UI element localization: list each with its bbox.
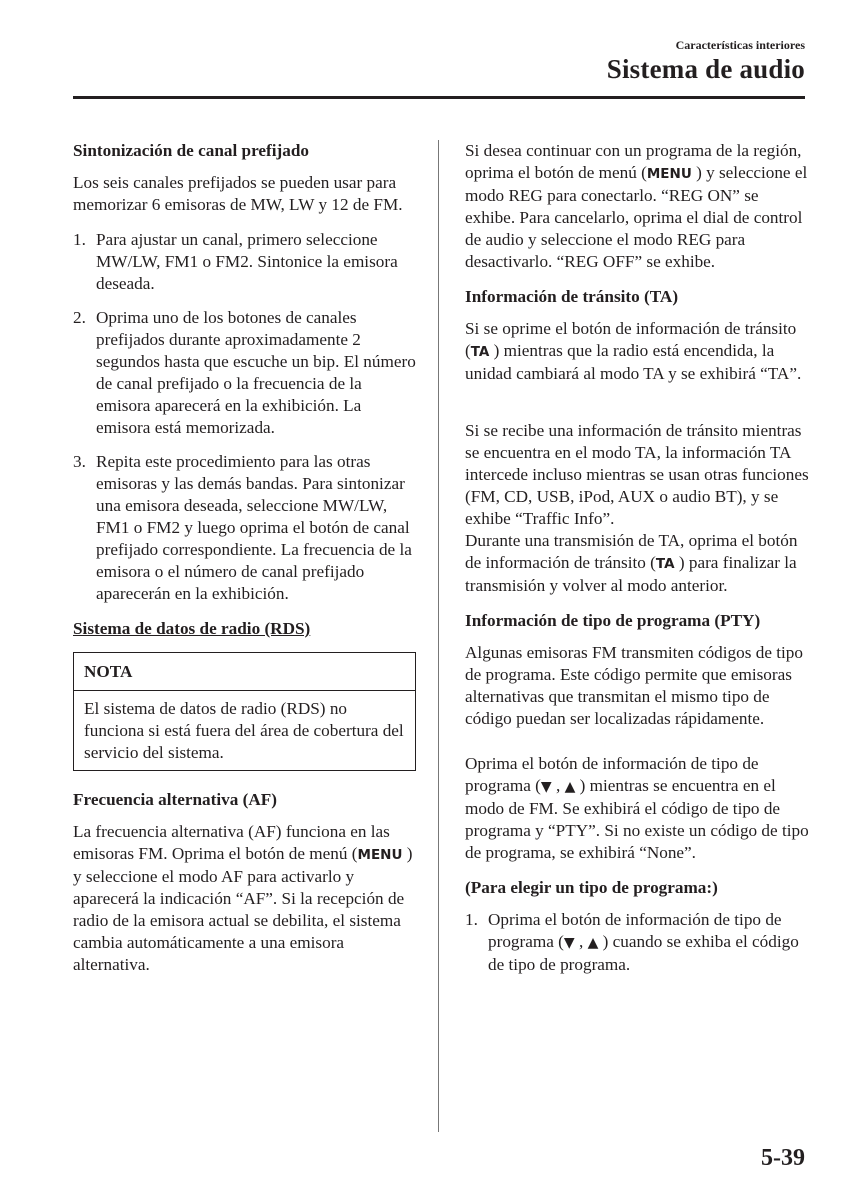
header-rule [73,96,805,99]
step-number: 1. [73,230,86,249]
step-text: Oprima uno de los botones de canales prefijados durante aproximadamente 2 segundos hasta que escuche un bip. El número de canal prefijado o la frecuencia de la emisora aparecerá en la exhibición. La emisora está memorizada. [96,308,416,437]
up-arrow-icon: ▲ [564,779,576,795]
step-number: 3. [73,452,86,471]
step-text [488,909,810,976]
heading-ta: Información de tránsito (TA) [465,287,679,306]
ta3-text-b: ) para finalizar la transmisión y volver al modo anterior. [465,553,797,595]
spacer [465,398,810,420]
step-number: 2. [73,308,86,327]
pty2-text-b: ) mientras se encuentra en el modo de FM. Se exhibirá el código de tipo de programa y “PTY”. Si no existe un código de tipo de programa, se exhibirá “None”. [465,776,809,862]
ta-button-label: TA [470,344,490,360]
note-title: NOTA [74,653,415,691]
reg-text-b: ) y seleccione el modo REG para conectarlo. “REG ON” se exhibe. Para cancelarlo, oprima el dial de control de audio y seleccione el modo REG para desactivarlo. “REG OFF” se exhibe. [465,163,808,271]
af-text-b: ) y seleccione el modo AF para activarlo y aparecerá la indicación “AF”. Si la recepción de radio de la emisora actual se debilita, el sistema cambia automáticamente a una emisora alternativa. [73,844,413,974]
spacer [465,743,810,753]
column-divider [438,140,439,1132]
heading-rds: Sistema de datos de radio (RDS) [73,619,311,638]
ta-paragraph-1 [465,318,810,385]
step-number: 1. [465,910,478,929]
reg-paragraph [465,140,810,273]
heading-pty: Información de tipo de programa (PTY) [465,611,761,630]
left-column [73,140,416,989]
pty-paragraph-1: Algunas emisoras FM transmiten códigos de tipo de programa. Este código permite que emisoras alternativas que transmitan el mismo tipo de código puedan ser localizadas rápidamente. [465,643,803,728]
menu-button-label: MENU [357,847,403,863]
step-text: Para ajustar un canal, primero seleccione MW/LW, FM1 o FM2. Sintonice la emisora deseada. [96,230,398,293]
ta-button-label: TA [655,556,675,572]
heading-preset-tuning: Sintonización de canal prefijado [73,141,310,160]
arrow-separator: , [578,932,584,951]
ta1-text-b: ) mientras que la radio está encendida, la unidad cambiará al modo TA y se exhibirá “TA”. [465,341,802,383]
arrow-separator: , [555,776,561,795]
up-arrow-icon: ▲ [587,935,599,951]
page-number: 5-39 [761,1145,805,1171]
af-text-a: La frecuencia alternativa (AF) funciona en las emisoras FM. Oprima el botón de menú ( [73,822,390,863]
step1-text-a: Oprima el botón de información de tipo de programa ( [488,910,782,951]
list-item [73,307,416,439]
note-box [73,652,416,771]
page-title: Sistema de audio [606,54,805,84]
note-body: El sistema de datos de radio (RDS) no funciona si está fuera del área de cobertura del servicio del sistema. [84,699,404,762]
list-item [73,229,416,295]
preset-steps [73,229,416,605]
ta1-text-a: Si se oprime el botón de información de tránsito ( [465,319,797,360]
pty2-text-a: Oprima el botón de información de tipo de programa ( [465,754,759,795]
ta3-text-a: Durante una transmisión de TA, oprima el botón de información de tránsito ( [465,531,798,572]
right-column [465,140,810,989]
step-text: Repita este procedimiento para las otras emisoras y las demás bandas. Para sintonizar una emisora deseada, seleccione MW/LW, FM1 o FM2 y luego oprima el botón de canal prefijado correspondiente. La frecuencia de la emisora o el número de canal prefijado aparecerán en la exhibición. [96,452,412,603]
list-item [73,451,416,605]
heading-af: Frecuencia alternativa (AF) [73,790,277,809]
preset-intro: Los seis canales prefijados se pueden usar para memorizar 6 emisoras de MW, LW y 12 de FM. [73,173,403,214]
heading-choose-pty: (Para elegir un tipo de programa:) [465,878,718,897]
pty-paragraph-2 [465,753,810,864]
ta-paragraph-2: Si se recibe una información de tránsito mientras se encuentra en el modo TA, la información TA intercede incluso mientras se usan otras funciones (FM, CD, USB, iPod, AUX o audio BT), y se exhibe “Traffic Info”. [465,421,809,528]
ta-paragraph-3 [465,530,810,597]
step1-text-b: ) cuando se exhiba el código de tipo de programa. [488,932,799,974]
header-section: Características interiores [675,38,805,52]
pty-steps [465,909,810,976]
reg-text-a: Si desea continuar con un programa de la región, oprima el botón de menú ( [465,141,802,182]
menu-button-label: MENU [646,166,692,182]
down-arrow-icon: ▼ [540,779,552,795]
af-paragraph [73,821,416,976]
down-arrow-icon: ▼ [563,935,575,951]
list-item [465,909,810,976]
